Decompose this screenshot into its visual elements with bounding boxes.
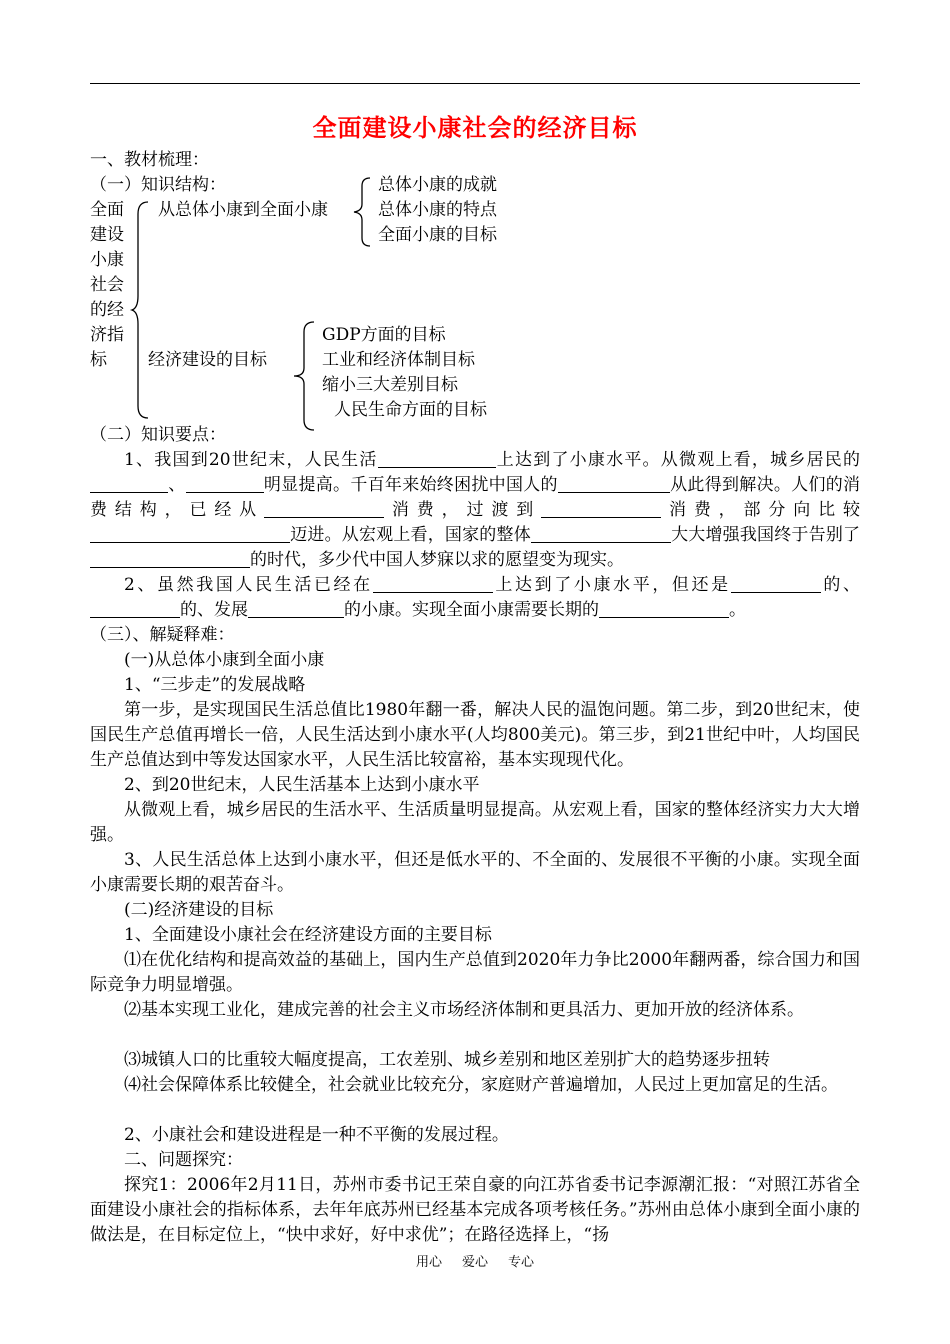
text: 的、 [820,575,861,595]
fill-blank[interactable] [90,524,290,543]
fill-blank[interactable] [558,474,670,493]
fill-blank[interactable] [731,574,821,593]
text: 上达到了小康水平，但还是 [492,575,731,595]
three-step-paragraph: 第一步，是实现国民生活总值比1980年翻一番，解决人民的温饱问题。第二步，到20世纪末，使国民生产总值再增长一倍，人民生活达到小康水平(人均800美元)。第三步，到21世纪中叶，人均国民生产总值达到中等发达国家水平，人民生活比较富裕，基本实现现代化。 [90,700,860,770]
fill-blank[interactable] [90,599,180,618]
point-3-paragraph: 3、人民生活总体上达到小康水平，但还是低水平的、不全面的、发展很不平衡的小康。实现全面小康需要长期的艰苦奋斗。 [90,850,860,895]
point-2-heading: 2、到20世纪末，人民生活基本上达到小康水平 [124,775,480,795]
goal-1: ⑴在优化结构和提高效益的基础上，国内生产总值到2020年力争比2000年翻两番，综合国力和国际竞争力明显增强。 [90,950,860,995]
branch-2-item: 工业和经济体制目标 [322,350,475,370]
root-char: 全面 [90,200,124,220]
fill-blank[interactable] [541,499,661,518]
footer-text: 爱心 [461,1255,488,1270]
inquiry-1-paragraph: 探究1：2006年2月11日，苏州市委书记王荣自豪的向江苏省委书记李源潮汇报：“对照江苏省全面建设小康社会的指标体系，去年年底苏州已经基本完成各项考核任务。”苏州由总体小康到全面小康的做法是，在目标定位上，“快中求好，好中求优”；在路径选择上，“扬 [90,1175,860,1245]
point-2-unbalanced: 2、小康社会和建设进程是一种不平衡的发展过程。 [124,1125,509,1145]
text: 的小康。实现全面小康需要长期的 [344,600,599,620]
branch-1-item: 总体小康的特点 [378,200,497,220]
goal-4: ⑷社会保障体系比较健全，社会就业比较充分，家庭财产普遍增加，人民过上更加富足的生活。 [124,1075,838,1095]
text: 大大增强我国终于告别了 [670,525,861,545]
part-2-heading: (二)经济建设的目标 [124,900,274,920]
text: 从此得到解决。人们的消费结构，已经从 [90,475,861,520]
root-char: 的经 [90,300,124,320]
footer-text: 专心 [508,1255,535,1270]
goal-3: ⑶城镇人口的比重较大幅度提高，工农差别、城乡差别和地区差别扩大的趋势逐步扭转 [124,1050,770,1070]
text: 、 [168,475,186,495]
fill-blank[interactable] [373,574,493,593]
section-2-heading: 二、问题探究： [124,1150,243,1170]
goal-2: ⑵基本实现工业化，建成完善的社会主义市场经济体制和更具活力、更加开放的经济体系。 [124,1000,804,1020]
fill-blank[interactable] [599,599,729,618]
text: 的、发展 [180,600,248,620]
knowledge-points-heading: （二）知识要点： [90,425,226,445]
text: 上达到了小康水平。从微观上看，城乡居民的 [495,450,861,470]
fill-blank[interactable] [378,449,496,468]
fill-blank[interactable] [264,499,384,518]
root-char: 建设 [90,225,124,245]
footer-text: 用心 [415,1255,442,1270]
text: 1、我国到20世纪末，人民生活 [124,450,378,470]
page-title: 全面建设小康社会的经济目标 [312,113,638,142]
fill-blank[interactable] [90,474,168,493]
branch-1-item: 全面小康的目标 [378,225,497,245]
branch-2-item: GDP方面的目标 [322,325,446,345]
section-1-heading: 一、教材梳理： [90,150,209,170]
text: 明显提高。千百年来始终困扰中国人的 [263,475,558,495]
root-char: 标 [90,350,107,370]
knowledge-point-2 [90,573,860,623]
three-step-heading: 1、“三步走”的发展战略 [124,675,306,695]
knowledge-structure-heading: （一）知识结构： [90,175,226,195]
branch-1-item: 总体小康的成就 [378,175,497,195]
root-char: 小康 [90,250,124,270]
text: 迈进。从宏观上看，国家的整体 [290,525,531,545]
branch-1-label: 从总体小康到全面小康 [158,200,328,220]
text: 。 [729,600,746,620]
fill-blank[interactable] [531,524,671,543]
text: 消费，部分向比较 [661,500,861,520]
text: 2、虽然我国人民生活已经在 [124,575,373,595]
branch-2-label: 经济建设的目标 [148,350,267,370]
knowledge-point-1 [90,448,860,573]
text: 消费，过渡到 [384,500,542,520]
page-footer [0,1251,950,1270]
branch-2-item: 人民生命方面的目标 [334,400,487,420]
main-brace [130,200,150,420]
header-rule [90,83,860,84]
root-char: 社会 [90,275,124,295]
point-2-paragraph: 从微观上看，城乡居民的生活水平、生活质量明显提高。从宏观上看，国家的整体经济实力大大增强。 [90,800,860,845]
text: 的时代，多少代中国人梦寐以求的愿望变为现实。 [250,550,624,570]
fill-blank[interactable] [248,599,344,618]
explanation-heading: （三）、解疑释难： [90,625,235,645]
fill-blank[interactable] [90,549,250,568]
goals-heading: 1、全面建设小康社会在经济建设方面的主要目标 [124,925,492,945]
branch-2-item: 缩小三大差别目标 [322,375,458,395]
fill-blank[interactable] [186,474,264,493]
branch-2-brace [292,320,316,432]
part-1-heading: (一)从总体小康到全面小康 [124,650,325,670]
root-char: 济指 [90,325,124,345]
branch-1-brace [352,176,372,248]
